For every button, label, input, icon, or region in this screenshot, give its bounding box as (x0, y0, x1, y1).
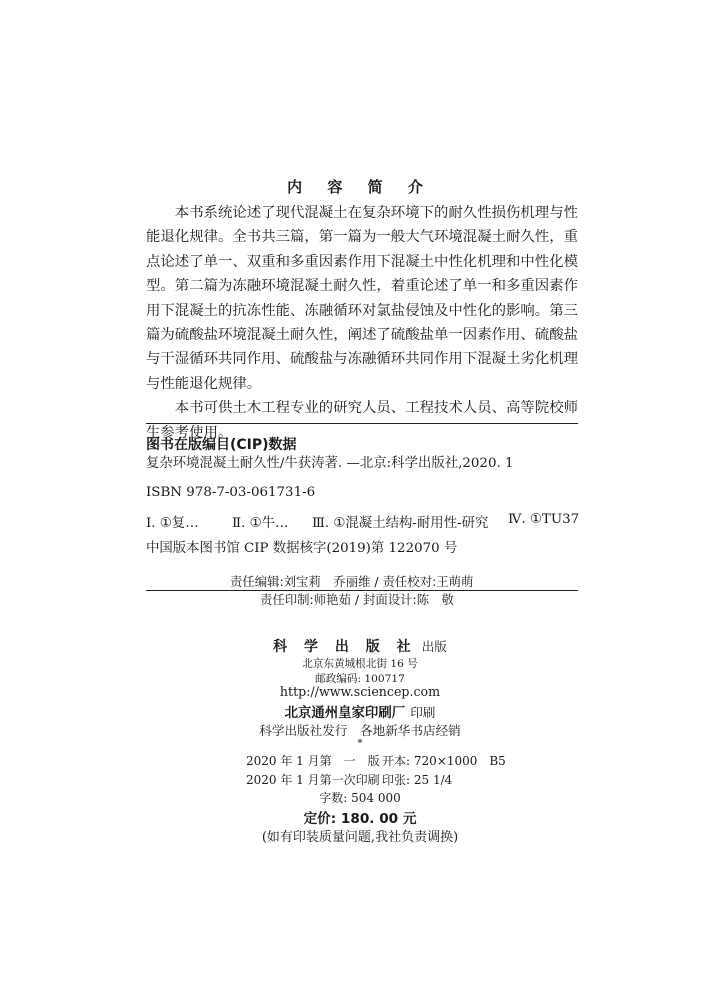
quality-note: (如有印装质量问题,我社负责调换) (261, 830, 459, 845)
summary-section (146, 201, 578, 445)
publisher-line (0, 636, 720, 656)
publisher-suffix: 出版 (421, 639, 447, 654)
format-line: 开本: 720×1000 B5 (382, 754, 506, 768)
distribution-line: 科学出版社发行 各地新华书店经销 (259, 723, 461, 738)
publisher-name: 科 学 出 版 社 (273, 639, 417, 655)
cip-title-line: 复杂环境混凝土耐久性/牛获涛著. —北京:科学出版社,2020. 1 (146, 456, 514, 471)
sheets-line: 印张: 25 1/4 (382, 773, 453, 787)
summary-title: 内 容 简 介 (287, 178, 433, 196)
publisher-postcode: 邮政编码: 100717 (315, 673, 405, 685)
cip-isbn: ISBN 978-7-03-061731-6 (146, 485, 316, 500)
printing-line: 2020 年 1 月第一次印刷 (246, 773, 380, 787)
cip-classification (146, 512, 578, 530)
editors-line-1: 责任编辑:刘宝莉 乔丽维 / 责任校对:王萌萌 (230, 574, 474, 589)
price-line: 定价: 180. 00 元 (303, 811, 417, 827)
printer-suffix: 印刷 (410, 705, 436, 720)
cip-verify-number: 中国版本图书馆 CIP 数据核字(2019)第 122070 号 (146, 541, 458, 556)
summary-paragraph-2: 本书可供土木工程专业的研究人员、工程技术人员、高等院校师生参考使用。 (146, 400, 578, 441)
cip-heading: 图书在版编目(CIP)数据 (146, 437, 297, 453)
cip-block (146, 423, 578, 591)
summary-paragraph-1: 本书系统论述了现代混凝土在复杂环境下的耐久性损伤机理与性能退化规律。全书共三篇，第一篇为一般大气环境混凝土耐久性，重点论述了单一、双重和多重因素作用下混凝土中性化机理和中性化模型。第二篇为冻融环境混凝土耐久性，着重论述了单一和多重因素作用下混凝土的抗冻性能、冻融循环对氯盐侵蚀及中性化的影响。第三篇为硫酸盐环境混凝土耐久性，阐述了硫酸盐单一因素作用、硫酸盐与干湿循环共同作用、硫酸盐与冻融循环共同作用下混凝土劣化机理与性能退化规律。 (146, 205, 578, 392)
cip-class-3: Ⅲ. ①混凝土结构-耐用性-研究 (312, 516, 489, 531)
edition-line: 2020 年 1 月第 一 版 (246, 754, 380, 768)
cip-class-4: Ⅳ. ①TU37 (508, 512, 580, 527)
word-count: 字数: 504 000 (319, 791, 401, 805)
publisher-address: 北京东黄城根北街 16 号 (302, 658, 418, 670)
editors-line-2: 责任印制:师艳茹 / 封面设计:陈 敬 (260, 592, 454, 607)
cip-class-1: Ⅰ. ①复… (146, 516, 199, 531)
publisher-url: http://www.sciencep.com (279, 684, 441, 699)
printer-name: 北京通州皇家印刷厂 (284, 706, 406, 721)
printer-line (0, 702, 720, 721)
separator-star: * (357, 737, 363, 749)
cip-class-2: Ⅱ. ①牛… (232, 516, 289, 531)
